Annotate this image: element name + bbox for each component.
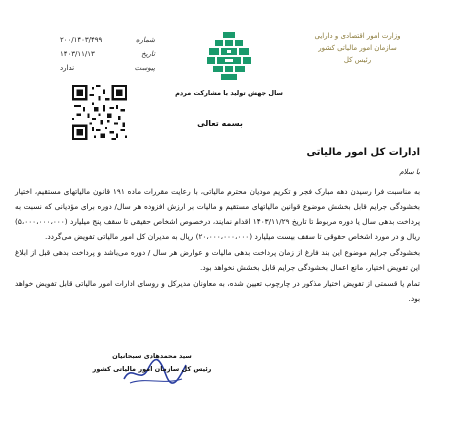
issuer-header [310, 30, 405, 66]
body-paragraph: بخشودگی جرایم موضوع این بند فارغ از زمان پرداخت بدهی مالیات و عوارض هر سال / دوره می‌باشد و پرداخت بدهی قبل از ابلاغ این تفویض اختیار، مانع اعمال بخشودگی جرایم قابل بخشش نخواهد بود. [15, 248, 420, 272]
meta-attachment-label: پیوست [134, 64, 155, 72]
meta-attachment-row [60, 61, 155, 75]
year-slogan: سال جهش تولید با مشارکت مردم [175, 89, 283, 97]
letter-meta [60, 33, 155, 75]
meta-number-label: شماره [135, 36, 155, 44]
letter-body [15, 184, 420, 307]
bismillah: بسمه تعالی [197, 119, 243, 128]
signatory-name: سید محمدهادی سبحانیان [112, 352, 192, 360]
meta-date-value: ۱۴۰۳/۱۱/۱۳ [60, 50, 95, 58]
signatory-title: رئیس کل سازمان امور مالیاتی کشور [92, 365, 212, 373]
body-paragraph: به مناسبت فرا رسیدن دهه مبارک فجر و تکریم مودیان محترم مالیاتی، با رعایت مقررات ماده ۱۹۱ قانون مالیاتهای مستقیم، اختیار بخشودگی جرایم قابل بخشش موضوع قوانین مالیاتهای مستقیم و مالیات بر ارزش افزوده هر سال/ دوره برای مؤدیانی که نسبت به پرداخت بدهی سال یا دوره مربوط تا تاریخ ۱۴۰۳/۱۱/۲۹ اقدام نمایند، درخصوص اشخاص حقیقی تا سقف پنج میلیارد (۵،۰۰۰،۰۰۰،۰۰۰) ریال و در مورد اشخاص حقوقی تا سقف بیست میلیارد (۲۰،۰۰۰،۰۰۰،۰۰۰) ریال به مدیران کل امور مالیاتی تفویض می‌گردد. [15, 187, 421, 241]
meta-attachment-value: ندارد [60, 64, 75, 72]
body-paragraph: تمام یا قسمتی از تفویض اختیار مذکور در چارچوب تعیین شده، به معاونان مدیرکل و روسای ادارات امور مالیاتی قابل تفویض خواهد بود. [15, 279, 420, 303]
issuer-line-head: رئیس کل [343, 56, 372, 64]
meta-number-row [60, 33, 155, 47]
tax-organization-logo-icon [205, 30, 253, 82]
letter-recipient: ادارات کل امور مالیاتی [306, 147, 420, 158]
meta-date-row [60, 47, 155, 61]
meta-number-value: ۲۰۰/۱۴۰۳/۴۹۹ [60, 36, 103, 44]
letter-salutation: با سلام [399, 168, 420, 176]
issuer-line-organization: سازمان امور مالیاتی کشور [318, 44, 397, 52]
meta-date-label: تاریخ [141, 50, 155, 58]
issuer-line-ministry: وزارت امور اقتصادی و دارایی [314, 32, 401, 40]
qr-code [72, 85, 127, 140]
